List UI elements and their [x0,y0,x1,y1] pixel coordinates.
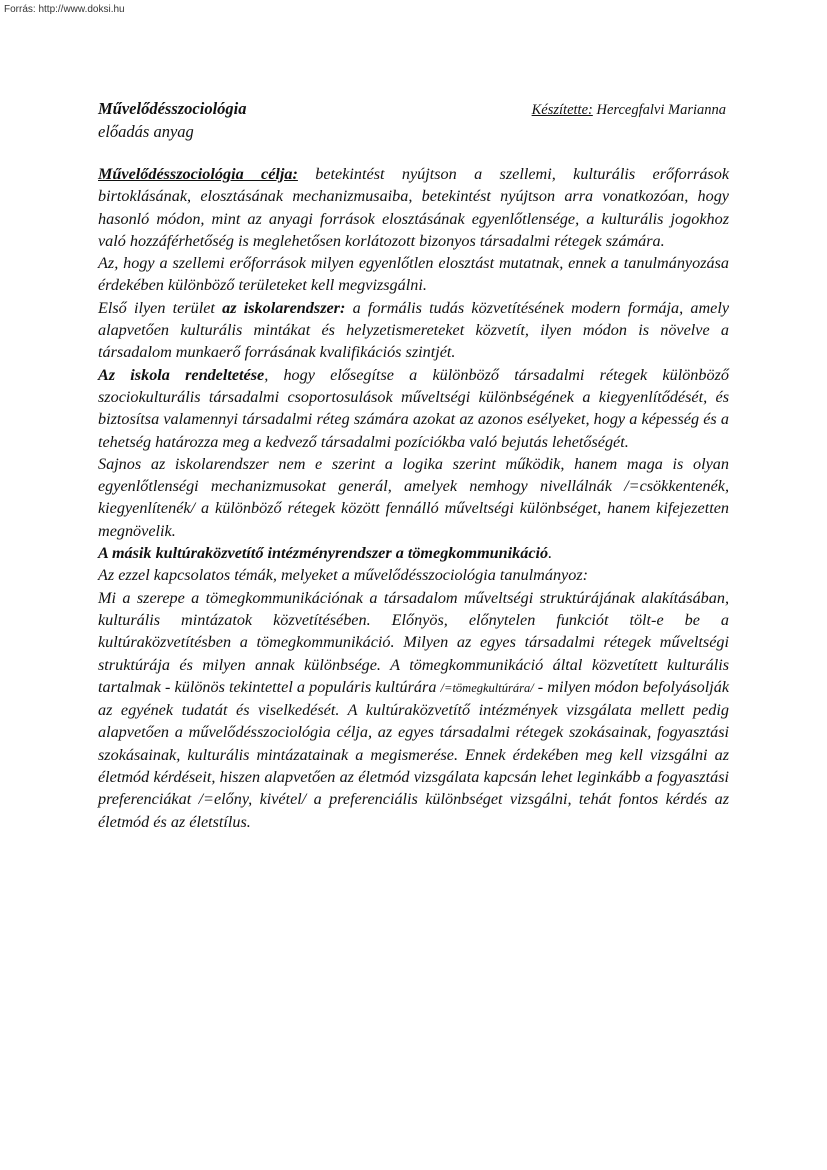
paragraph-school-system [98,297,729,364]
purpose-lead: Művelődésszociológia célja: [98,165,298,183]
source-label: Forrás: http://www.doksi.hu [4,4,125,15]
school-purpose-text: , hogy elősegítse a különböző társadalmi rétegek különböző szociokulturális társadalmi csoportosulások műveltségi különbségének a kiegyenlítődését, és biztosítsa valamennyi társadalmi réteg számára azokat az azonos esélyeket, hogy a képesség és a tehetség határozza meg a kedvező társadalmi pozíciókba való bejutás lehetőségét. [98,365,729,451]
topics-small: /=tömegkultúrára/ [440,680,534,695]
paragraph-topics-intro: Az ezzel kapcsolatos témák, melyeket a művelődésszociológia tanulmányoz: [98,566,589,585]
paragraph-inequality: Az, hogy a szellemi erőforrások milyen egyenlőtlen elosztást mutatnak, ennek a tanulmányozása érdekében különböző területeket kell megvizsgálni. [98,254,729,295]
author-label: Készítette: [531,102,593,118]
paragraph-topics [98,587,729,833]
paragraph-purpose [98,163,729,252]
document-title: Művelődésszociológia [98,99,247,118]
document-page [98,99,729,833]
topics-text-a: Mi a szerepe a tömegkommunikációnak a társadalom műveltségi struktúrájának alakításában, kulturális mintázatok közvetítésében. Előnyös, előnytelen funkciót tölt-e be a kultúraközvetítésben a tömegkommunikáció. Milyen az egyes társadalmi rétegek műveltségi struktúrája és milyen annak különbsége. A tömegkommunikáció által közvetített kulturális tartalmak - különös tekintettel a populáris kultúrára [98,588,729,696]
document-body [98,163,729,833]
author-name: Hercegfalvi Marianna [596,102,726,118]
paragraph-mass-comm [98,542,729,564]
document-header [98,99,729,121]
document-subtitle: előadás anyag [98,122,194,141]
school-system-text: a formális tudás közvetítésének modern formája, amely alapvetően kulturális mintákat és helyzetismereteket közvetít, ilyen módon is növelve a társadalom munkaerő forrásának kvalifikációs szintjét. [98,298,730,362]
topics-text-b: - milyen módon befolyásolják az egyének tudatát és viselkedését. A kultúraközvetítő intézmények vizsgálata mellett pedig alapvetően a művelődésszociológia célja, az egyes társadalmi rétegek szokásainak, fogyasztási szokásainak, kulturális mintázatainak a megismerése. Ennek érdekében meg kell vizsgálni az életmód kérdéseit, hiszen alapvetően az életmód vizsgálata kapcsán lehet leginkább a fogyasztási preferenciákat /=előny, kivétel/ a preferenciális különbséget vizsgálni, tehát fontos kérdés az életmód és az életstílus. [98,677,730,831]
school-purpose-bold: Az iskola rendeltetése [98,365,265,384]
paragraph-school-purpose [98,364,729,453]
school-system-bold: az iskolarendszer: [222,298,346,317]
paragraph-school-reality: Sajnos az iskolarendszer nem e szerint a logika szerint működik, hanem maga is olyan egyenlőtlenségi mechanizmusokat generál, amelyek nemhogy nivellálnák /=csökkentenék, kiegyenlítenék/ a különböző rétegek között fennálló műveltségi különbséget, hanem kifejezetten megnövelik. [98,454,729,540]
mass-comm-bold: A másik kultúraközvetítő intézményrendszer a tömegkommunikáció [98,544,549,563]
author-line [532,102,726,119]
school-pre: Első ilyen terület [98,298,223,317]
mass-comm-tail: . [548,544,553,563]
purpose-text: betekintést nyújtson a szellemi, kulturális erőforrások birtoklásának, elosztásának mechanizmusaiba, betekintést nyújtson arra vonatkozóan, hogy hasonló módon, mint az anyagi források elosztásának egyenlőtlensége, a kulturális jogokhoz való hozzáférhetőség is meglehetősen korlátozott bizonyos társadalmi rétegek számára. [98,165,729,250]
